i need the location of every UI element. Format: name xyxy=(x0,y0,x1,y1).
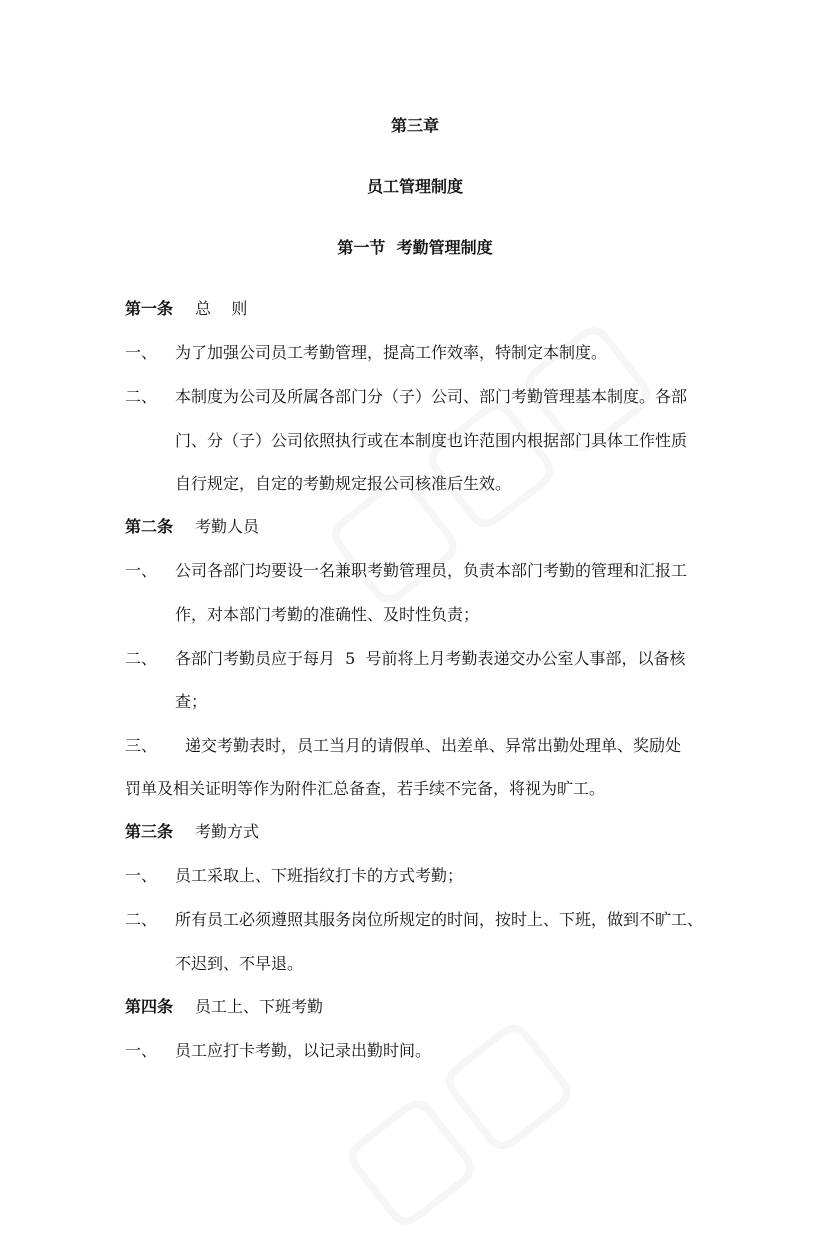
item-number: 一、 xyxy=(125,343,158,362)
section-title: 第一节 考勤管理制度 xyxy=(337,238,493,257)
item-number: 三、 xyxy=(125,736,158,755)
item-text: 作，对本部门考勤的准确性、及时性负责； xyxy=(175,605,480,624)
article-heading xyxy=(125,997,323,1017)
item-text: 所有员工必须遵照其服务岗位所规定的时间，按时上、下班，做到不旷工、 xyxy=(175,910,704,929)
system-title: 员工管理制度 xyxy=(366,177,463,196)
article-title: 员工上、下班考勤 xyxy=(195,997,324,1016)
item-number: 一、 xyxy=(125,866,158,885)
article-number: 第三条 xyxy=(125,822,174,841)
article-number: 第一条 xyxy=(125,299,174,318)
item-text: 各部门考勤员应于每月 5 号前将上月考勤表递交办公室人事部，以备核 xyxy=(175,649,686,668)
item-text: 本制度为公司及所属各部门分（子）公司、部门考勤管理基本制度。各部 xyxy=(175,387,688,406)
article-title: 考勤方式 xyxy=(195,822,260,841)
article-heading xyxy=(125,822,259,842)
article-number: 第二条 xyxy=(125,517,174,536)
item-text: 为了加强公司员工考勤管理，提高工作效率，特制定本制度。 xyxy=(175,343,608,362)
item-text: 员工应打卡考勤，以记录出勤时间。 xyxy=(175,1041,432,1060)
item-text: 递交考勤表时，员工当月的请假单、出差单、异常出勤处理单、奖励处 xyxy=(185,736,682,755)
item-text: 门、分（子）公司依照执行或在本制度也许范围内根据部门具体工作性质 xyxy=(175,431,688,450)
item-text: 自行规定，自定的考勤规定报公司核准后生效。 xyxy=(175,474,512,493)
item-number: 二、 xyxy=(125,649,158,668)
item-number: 二、 xyxy=(125,387,158,406)
item-text: 公司各部门均要设一名兼职考勤管理员，负责本部门考勤的管理和汇报工 xyxy=(175,561,688,580)
watermark xyxy=(309,980,596,1251)
item-number: 二、 xyxy=(125,910,158,929)
article-title: 总 则 xyxy=(195,299,248,318)
item-number: 一、 xyxy=(125,561,158,580)
item-text: 员工采取上、下班指纹打卡的方式考勤； xyxy=(175,866,464,885)
article-heading xyxy=(125,517,259,537)
article-heading xyxy=(125,299,247,319)
item-number: 一、 xyxy=(125,1041,158,1060)
item-text: 不迟到、不早退。 xyxy=(175,954,304,973)
chapter-title: 第三章 xyxy=(390,116,439,135)
article-title: 考勤人员 xyxy=(195,517,260,536)
item-text: 查； xyxy=(175,692,208,711)
article-number: 第四条 xyxy=(125,997,174,1016)
item-text: 罚单及相关证明等作为附件汇总备查，若手续不完备，将视为旷工。 xyxy=(125,779,606,798)
